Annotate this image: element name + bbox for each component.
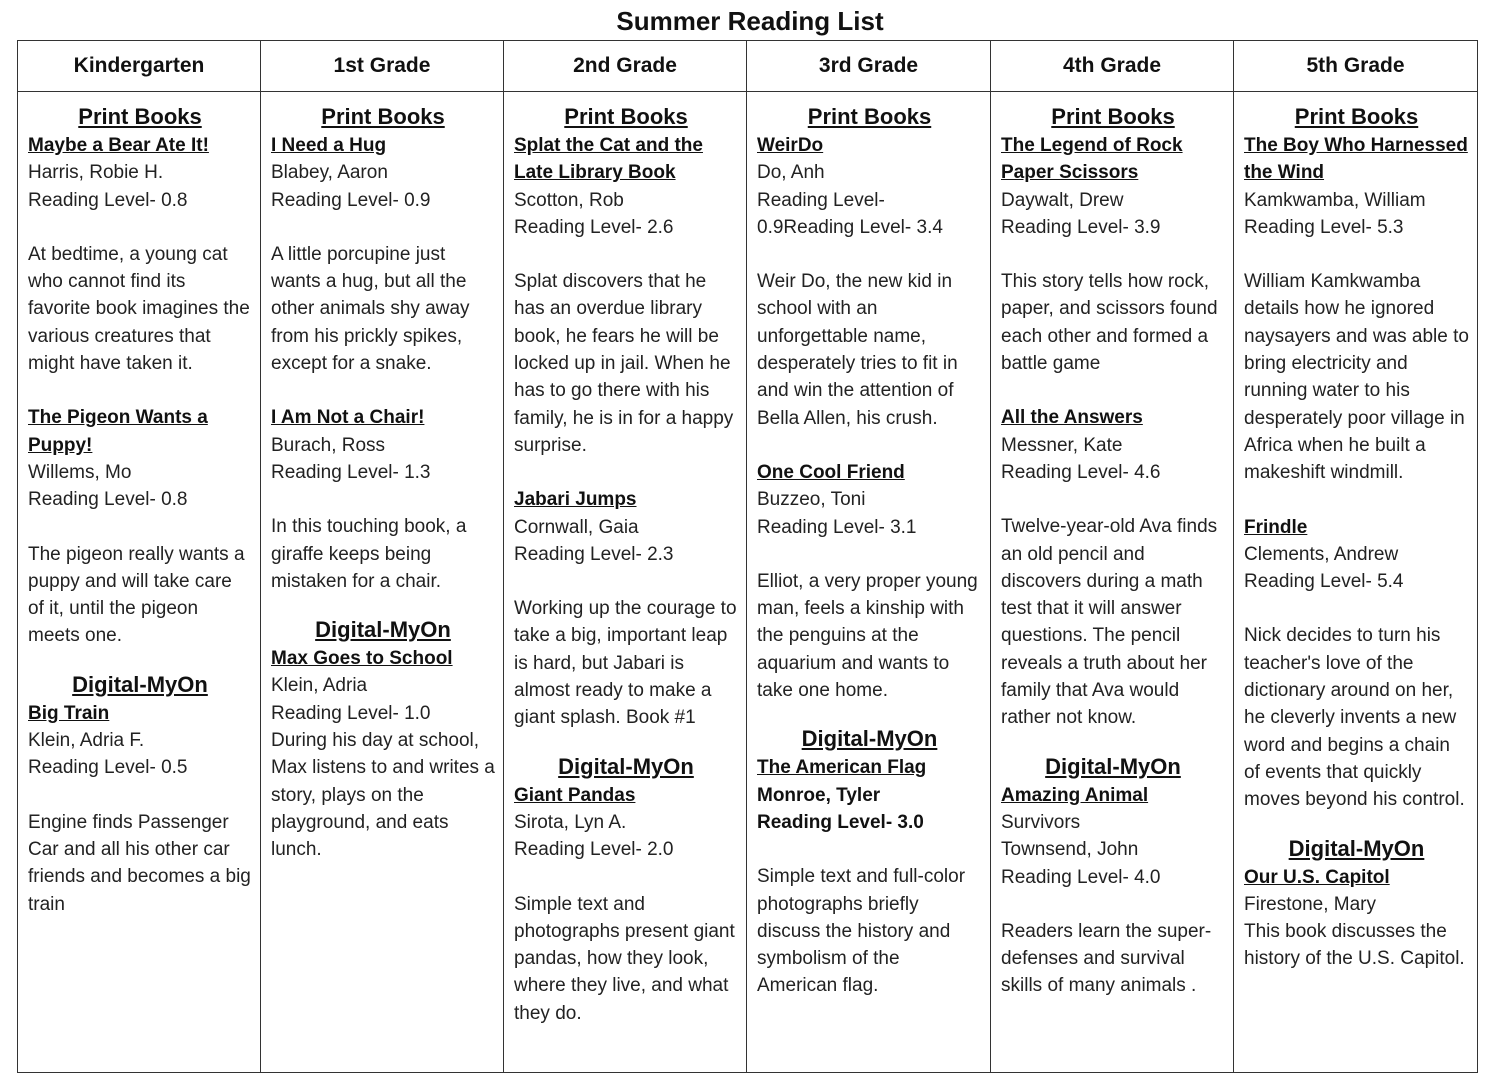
book-title: Big Train — [28, 702, 110, 724]
book-entry — [757, 132, 982, 432]
grade-header-1st: 1st Grade — [261, 41, 504, 92]
book-author: Cornwall, Gaia — [514, 516, 639, 538]
book-reading-level: Reading Level- 3.9 — [1001, 216, 1161, 238]
book-description: Nick decides to turn his teacher's love of the dictionary around on her, he cleverly invents a new word and begins a chain of events that quickly moves beyond his control. — [1244, 625, 1465, 811]
grade-column-5th — [1234, 92, 1478, 1073]
book-reading-level: Reading Level- 3.0 — [757, 811, 924, 833]
book-entry — [28, 404, 252, 649]
digital-myon-heading: Digital-MyOn — [801, 726, 938, 752]
book-title: The Pigeon Wants a Puppy! — [28, 407, 208, 456]
book-description: Readers learn the super-defenses and survival skills of many animals . — [1001, 920, 1212, 997]
book-title: Maybe a Bear Ate It! — [28, 135, 209, 156]
book-author: Buzzeo, Toni — [757, 489, 866, 511]
book-entry — [28, 700, 252, 918]
grade-header-kindergarten: Kindergarten — [18, 41, 261, 92]
book-title: WeirDo — [757, 135, 824, 156]
book-author: Clements, Andrew — [1244, 543, 1399, 565]
book-reading-level: Reading Level- 5.3 — [1244, 216, 1404, 238]
print-books-heading: Print Books — [807, 104, 932, 129]
book-description: Simple text and full-color photographs briefly discuss the history and symbolism of the American flag. — [757, 866, 966, 997]
book-author: Monroe, Tyler — [757, 784, 881, 806]
book-entry — [514, 132, 738, 459]
grade-content-row — [18, 92, 1478, 1073]
book-title: Splat the Cat and the Late Library Book — [514, 135, 703, 184]
book-description: Engine finds Passenger Car and all his other car friends and becomes a big train — [28, 811, 251, 915]
book-title: I Am Not a Chair! — [271, 407, 425, 429]
print-books-heading: Print Books — [564, 104, 688, 129]
book-author: Klein, Adria F. — [28, 730, 145, 752]
book-title: The American Flag — [757, 757, 927, 779]
book-reading-level: Reading Level- 2.0 — [514, 839, 674, 861]
book-reading-level: Reading Level- 0.5 — [28, 757, 188, 779]
book-entry — [1244, 514, 1469, 814]
book-description: Elliot, a very proper young man, feels a kinship with the penguins at the aquarium and wants to take one home. — [757, 570, 978, 702]
book-title: Frindle — [1244, 516, 1308, 538]
grade-column-1st — [261, 92, 504, 1073]
book-description: William Kamkwamba details how he ignored naysayers and was able to bring electricity and running water to his desperately poor village in Africa when he built a makeshift windmill. — [1244, 271, 1469, 484]
book-description: A little porcupine just wants a hug, but all the other animals shy away from his prickly spikes, except for a snake. — [271, 243, 470, 375]
book-title: I Need a Hug — [271, 135, 387, 156]
book-reading-level: Reading Level- 0.9 — [271, 189, 431, 211]
book-reading-level: Reading Level- 2.3 — [514, 543, 674, 565]
book-author: Blabey, Aaron — [271, 162, 388, 184]
book-entry — [1001, 132, 1225, 377]
book-author: Townsend, John — [1001, 839, 1139, 861]
book-entry — [271, 404, 495, 595]
grade-column-kindergarten — [18, 92, 261, 1073]
digital-myon-heading: Digital-MyOn — [315, 617, 451, 643]
book-author: Kamkwamba, William — [1244, 189, 1426, 211]
book-reading-level: Reading Level- 5.4 — [1244, 571, 1404, 593]
book-entry — [1244, 132, 1469, 487]
digital-myon-heading: Digital-MyOn — [558, 753, 694, 779]
book-reading-level: Reading Level- 4.0 — [1001, 866, 1161, 888]
book-author: Daywalt, Drew — [1001, 189, 1124, 211]
print-books-heading: Print Books — [1294, 104, 1419, 129]
book-title: Amazing Animal — [1001, 784, 1149, 806]
grade-header-2nd: 2nd Grade — [504, 41, 747, 92]
book-entry — [271, 132, 495, 377]
book-author: Burach, Ross — [271, 434, 386, 456]
grade-header-row — [18, 41, 1478, 92]
digital-myon-heading: Digital-MyOn — [1288, 835, 1425, 861]
book-entry — [514, 486, 738, 731]
print-books-heading: Print Books — [321, 104, 445, 129]
book-description: Splat discovers that he has an overdue library book, he fears he will be locked up in jail. When he has to go there with his family, he is in for a happy surprise. — [514, 271, 734, 456]
grade-header-4th: 4th Grade — [991, 41, 1234, 92]
book-author: Messner, Kate — [1001, 434, 1123, 456]
book-author: Firestone, Mary — [1244, 893, 1376, 915]
book-subtitle: Survivors — [1001, 811, 1081, 833]
book-description: The pigeon really wants a puppy and will take care of it, until the pigeon meets one. — [28, 543, 245, 647]
book-description: Simple text and photographs present giant pandas, how they look, where they live, and what they do. — [514, 893, 735, 1024]
book-author: Scotton, Rob — [514, 189, 624, 211]
book-entry — [271, 645, 495, 863]
grade-column-4th — [991, 92, 1234, 1073]
book-author: Do, Anh — [757, 162, 825, 184]
digital-myon-heading: Digital-MyOn — [1045, 753, 1181, 779]
book-title: All the Answers — [1001, 407, 1143, 429]
book-reading-level: Reading Level- 4.6 — [1001, 461, 1161, 483]
digital-myon-heading: Digital-MyOn — [72, 671, 208, 697]
book-title: Our U.S. Capitol — [1244, 866, 1390, 888]
book-entry — [757, 459, 982, 704]
book-title: The Boy Who Harnessed the Wind — [1244, 135, 1468, 184]
print-books-heading: Print Books — [1051, 104, 1175, 129]
book-entry — [514, 782, 738, 1027]
book-description: This story tells how rock, paper, and scissors found each other and formed a battle game — [1001, 271, 1218, 375]
grade-header-3rd: 3rd Grade — [747, 41, 991, 92]
book-description: Twelve-year-old Ava finds an old pencil and discovers during a math test that it will answer questions. The pencil reveals a truth about her family that Ava would rather not know. — [1001, 516, 1218, 729]
book-title: Max Goes to School — [271, 648, 453, 670]
book-reading-level: Reading Level- 2.6 — [514, 216, 674, 238]
book-reading-level: Reading Level- 3.1 — [757, 516, 917, 538]
book-entry — [757, 754, 982, 999]
book-title: Jabari Jumps — [514, 489, 637, 511]
book-author: Harris, Robie H. — [28, 162, 164, 184]
book-title: One Cool Friend — [757, 461, 905, 483]
book-reading-level: Reading Level- 1.0 — [271, 702, 431, 724]
book-author: Sirota, Lyn A. — [514, 811, 627, 833]
book-reading-level: Reading Level- 0.8 — [28, 489, 188, 511]
book-description: During his day at school, Max listens to and writes a story, plays on the playground, and eats lunch. — [271, 730, 495, 861]
page-title: Summer Reading List — [616, 6, 884, 36]
grade-column-2nd — [504, 92, 747, 1073]
book-description: Weir Do, the new kid in school with an unforgettable name, desperately tries to fit in and win the attention of Bella Allen, his crush. — [757, 271, 958, 429]
grade-header-5th: 5th Grade — [1234, 41, 1478, 92]
book-entry — [1001, 782, 1225, 1000]
book-author: Willems, Mo — [28, 461, 132, 483]
book-description: Working up the courage to take a big, important leap is hard, but Jabari is almost ready to make a giant splash. Book #1 — [514, 598, 737, 729]
book-reading-level: Reading Level- 0.9Reading Level- 3.4 — [757, 189, 943, 238]
book-reading-level: Reading Level- 1.3 — [271, 461, 431, 483]
book-description: This book discusses the history of the U.S. Capitol. — [1244, 921, 1465, 970]
book-title: Giant Pandas — [514, 784, 636, 806]
book-reading-level: Reading Level- 0.8 — [28, 189, 188, 211]
book-entry — [1001, 404, 1225, 731]
book-description: In this touching book, a giraffe keeps being mistaken for a chair. — [271, 516, 467, 592]
book-title: The Legend of Rock Paper Scissors — [1001, 135, 1183, 184]
book-entry — [28, 132, 252, 377]
book-entry — [1244, 864, 1469, 973]
book-description: At bedtime, a young cat who cannot find its favorite book imagines the various creatures that might have taken it. — [28, 243, 250, 375]
print-books-heading: Print Books — [78, 104, 202, 129]
grade-column-3rd — [747, 92, 991, 1073]
reading-list-table — [17, 40, 1478, 1073]
book-author: Klein, Adria — [271, 675, 368, 697]
